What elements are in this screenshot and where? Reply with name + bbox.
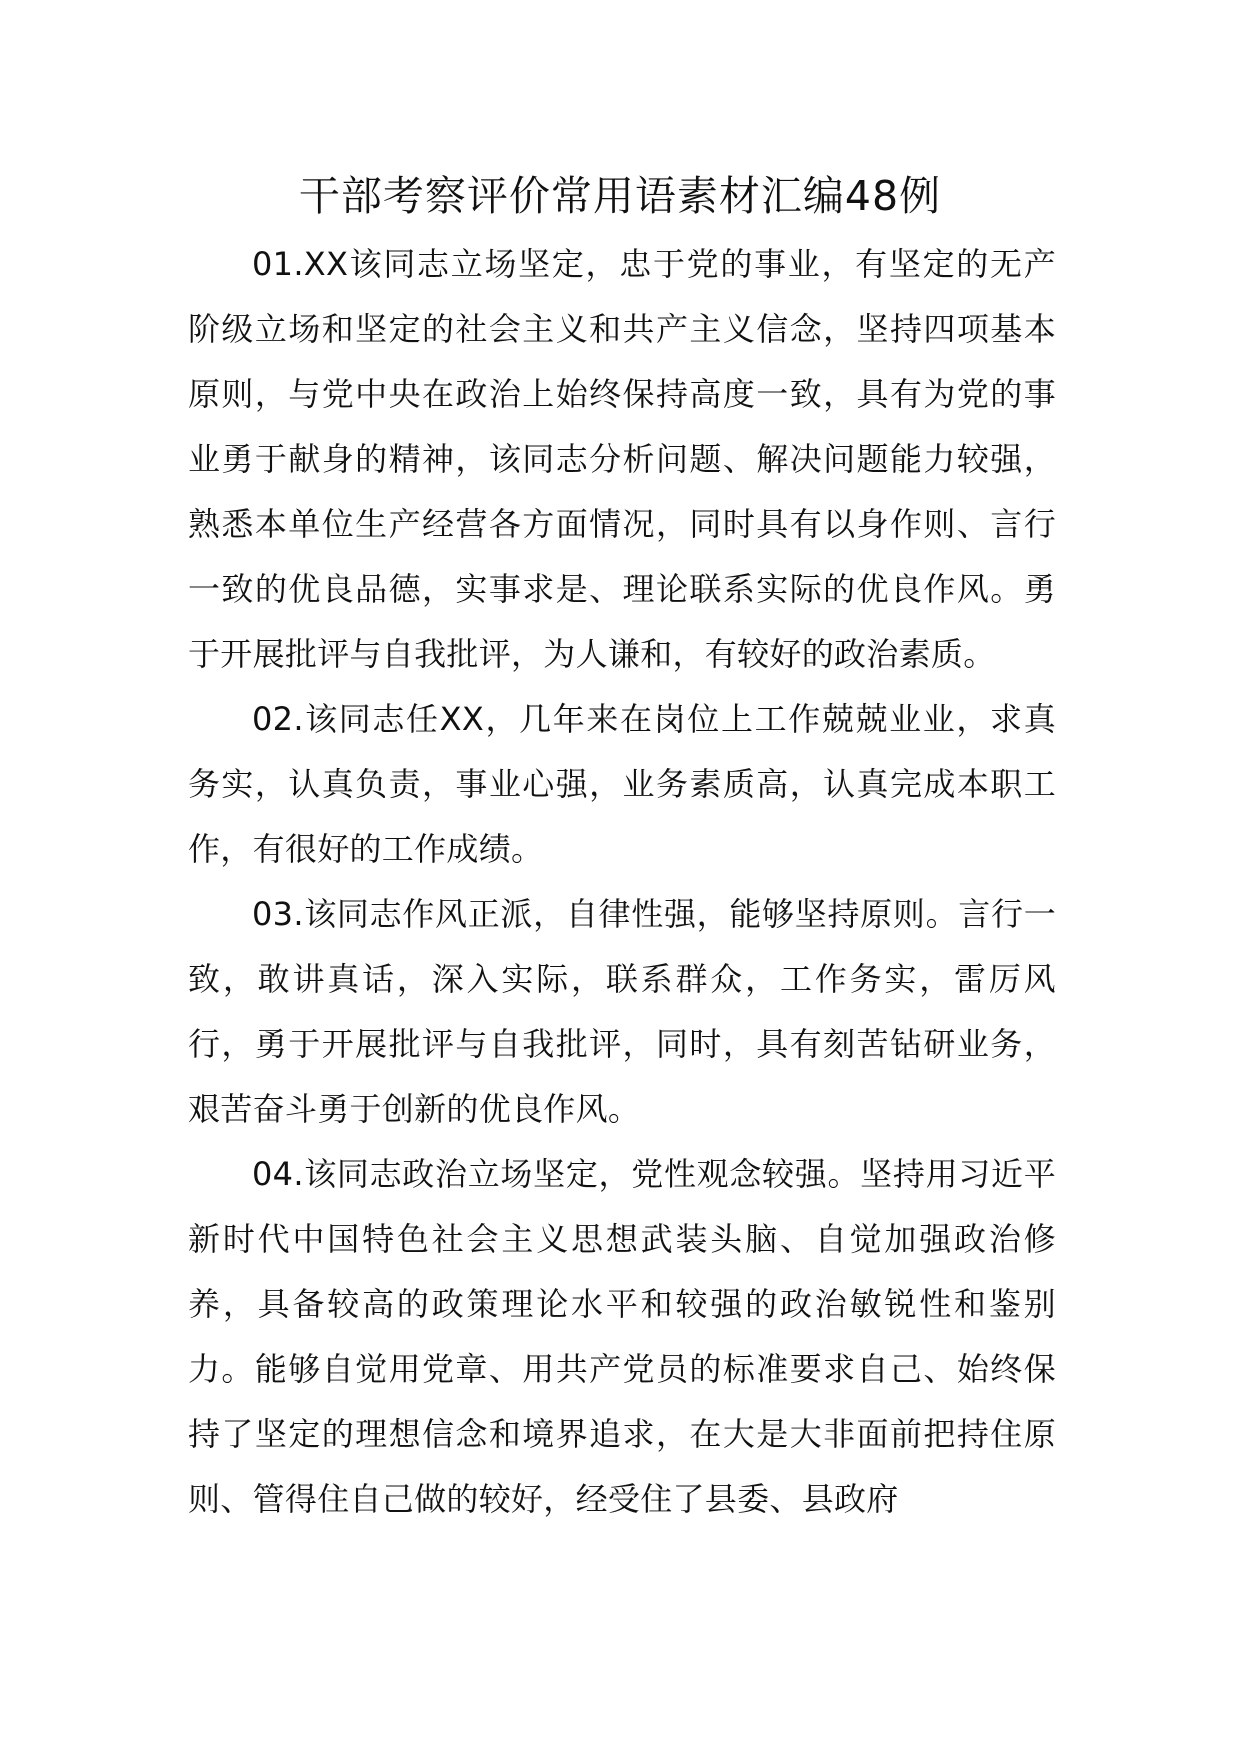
document-body — [188, 232, 1056, 1532]
paragraph-01: 01.XX该同志立场坚定，忠于党的事业，有坚定的无产阶级立场和坚定的社会主义和共产主义信念，坚持四项基本原则，与党中央在政治上始终保持高度一致，具有为党的事业勇于献身的精神，该同志分析问题、解决问题能力较强，熟悉本单位生产经营各方面情况，同时具有以身作则、言行一致的优良品德，实事求是、理论联系实际的优良作风。勇于开展批评与自我批评，为人谦和，有较好的政治素质。 — [188, 245, 1056, 673]
document-title: 干部考察评价常用语素材汇编48例 — [298, 172, 942, 220]
paragraph-04: 04.该同志政治立场坚定，党性观念较强。坚持用习近平新时代中国特色社会主义思想武装头脑、自觉加强政治修养，具备较高的政策理论水平和较强的政治敏锐性和鉴别力。能够自觉用党章、用共产党员的标准要求自己、始终保持了坚定的理想信念和境界追求，在大是大非面前把持住原则、管得住自己做的较好，经受住了县委、县政府 — [188, 1155, 1056, 1518]
paragraph-02: 02.该同志任XX，几年来在岗位上工作兢兢业业，求真务实，认真负责，事业心强，业务素质高，认真完成本职工作，有很好的工作成绩。 — [188, 700, 1056, 868]
paragraph-03: 03.该同志作风正派，自律性强，能够坚持原则。言行一致，敢讲真话，深入实际，联系群众，工作务实，雷厉风行，勇于开展批评与自我批评，同时，具有刻苦钻研业务，艰苦奋斗勇于创新的优良作风。 — [188, 895, 1056, 1128]
